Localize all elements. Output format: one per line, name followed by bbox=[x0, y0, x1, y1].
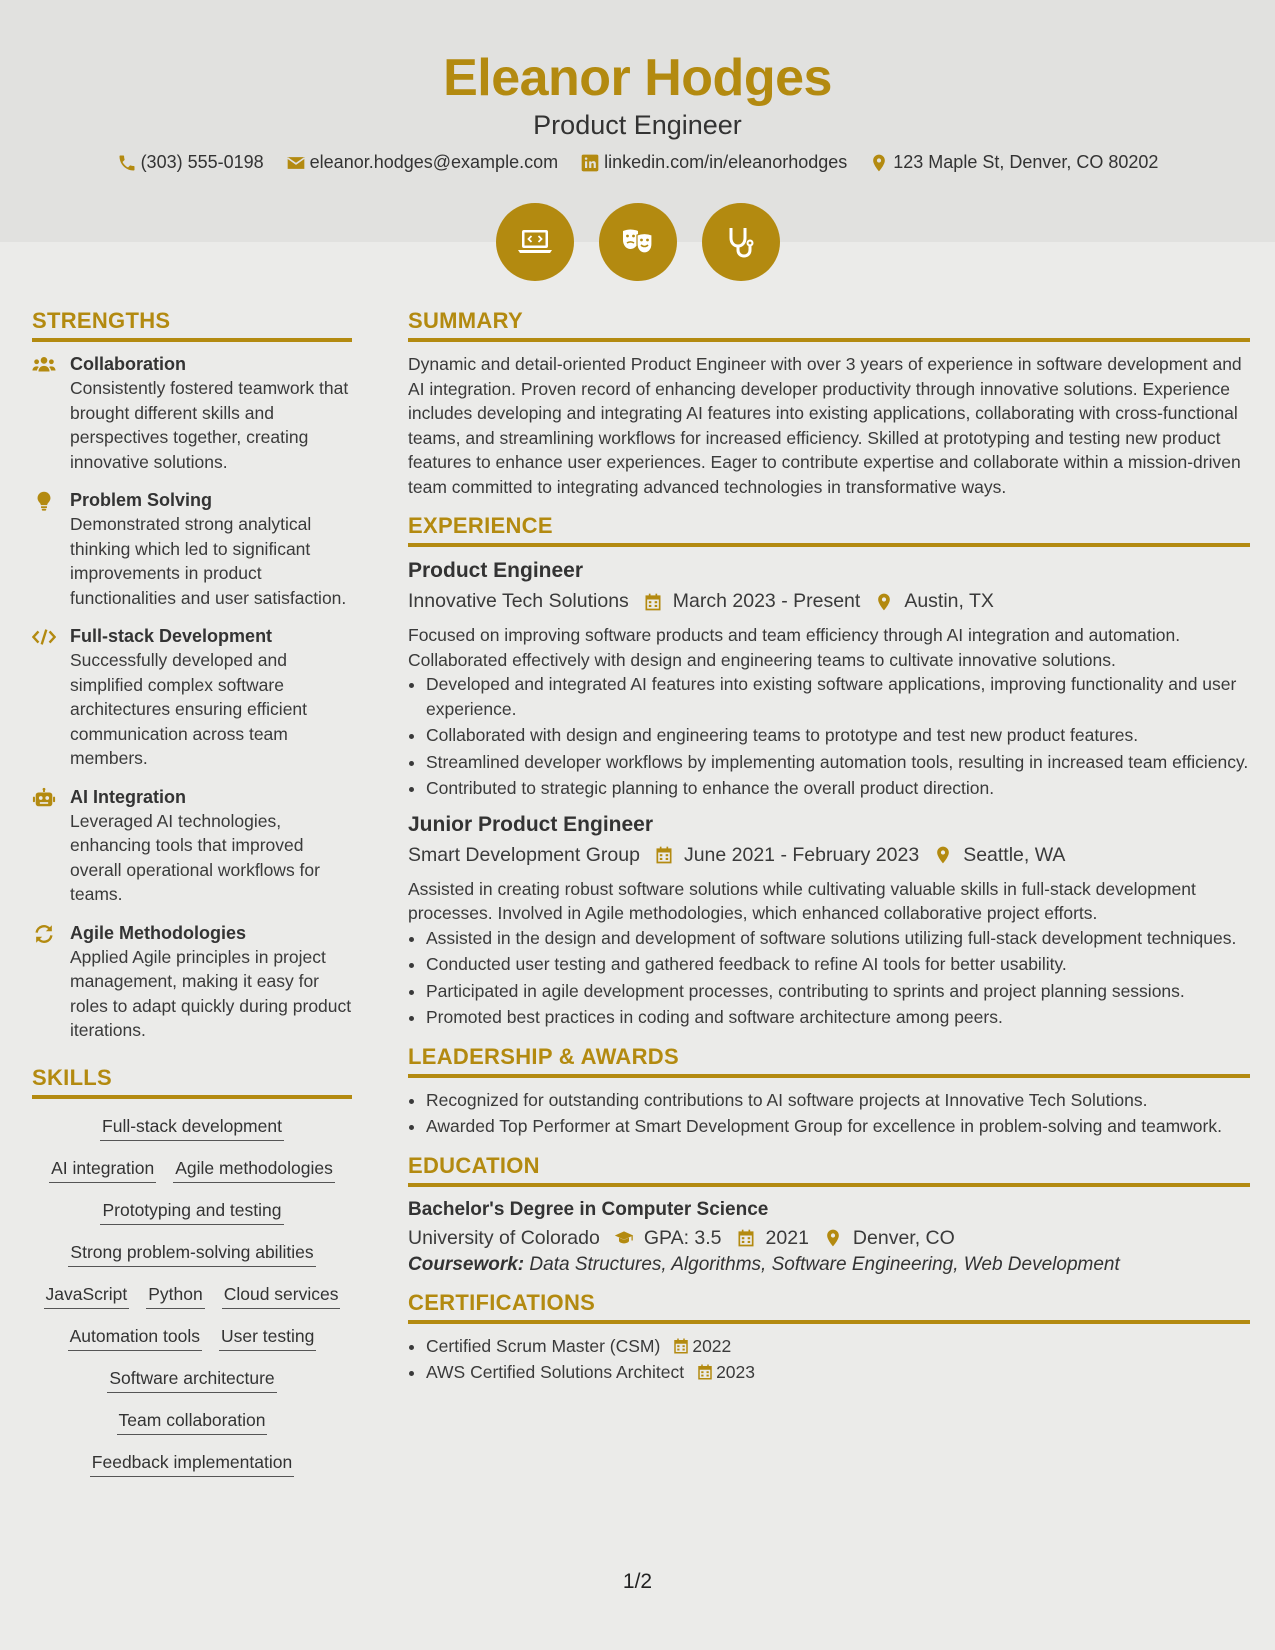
graduation-cap-icon bbox=[614, 1228, 634, 1248]
calendar-icon bbox=[736, 1228, 756, 1248]
leadership-title: LEADERSHIP & AWARDS bbox=[408, 1044, 1250, 1078]
calendar-icon bbox=[672, 1337, 690, 1355]
leadership-list bbox=[426, 1088, 1250, 1139]
contact-linkedin[interactable] bbox=[580, 152, 847, 173]
badge-laptop bbox=[496, 203, 574, 281]
users-icon bbox=[32, 354, 56, 376]
calendar-icon bbox=[643, 592, 663, 612]
cert-year: 2023 bbox=[716, 1362, 756, 1382]
coursework-label: Coursework: bbox=[408, 1253, 525, 1275]
degree-title: Bachelor's Degree in Computer Science bbox=[408, 1198, 769, 1220]
skill-tag: Software architecture bbox=[107, 1367, 276, 1393]
strength-item bbox=[32, 785, 352, 907]
strength-item bbox=[32, 624, 352, 771]
list-item: • Participated in agile development processes, contributing to sprints and project planning sessions. bbox=[426, 979, 1250, 1004]
address-text: 123 Maple St, Denver, CO 80202 bbox=[893, 152, 1159, 172]
summary-text: Dynamic and detail-oriented Product Engineer with over 3 years of experience in software development and AI integration. Proven record of enhancing developer productivity through innovative solutions. Experience includes developing and integrating AI features into existing applications, collaborating with cross-functional teams, and streamlining workflows for increased efficiency. Skilled at prototyping and testing new product features to enhance user experiences. Eager to contribute expertise and collaborate within a mission-driven team committed to integrating advanced technologies in transformative ways. bbox=[408, 354, 1242, 497]
cert-year: 2022 bbox=[692, 1335, 732, 1356]
strength-item bbox=[32, 488, 352, 610]
job-dates: March 2023 - Present bbox=[672, 590, 861, 612]
summary-section bbox=[408, 308, 1250, 499]
theater-masks-icon bbox=[618, 222, 658, 262]
job-meta bbox=[408, 844, 1250, 867]
leadership-section bbox=[408, 1044, 1250, 1139]
certifications-title: CERTIFICATIONS bbox=[408, 1290, 1250, 1324]
contact-bar bbox=[0, 152, 1275, 173]
strength-name: AI Integration bbox=[70, 786, 186, 807]
job-meta bbox=[408, 590, 1250, 613]
job-entry bbox=[408, 811, 1250, 1030]
interest-badges bbox=[0, 203, 1275, 281]
stethoscope-icon bbox=[721, 222, 761, 262]
skill-tag: Strong problem-solving abilities bbox=[68, 1241, 315, 1267]
cert-name: • Certified Scrum Master (CSM) bbox=[426, 1335, 661, 1356]
left-column bbox=[32, 308, 352, 1493]
linkedin-icon bbox=[580, 153, 600, 173]
gpa-text: GPA: 3.5 bbox=[643, 1226, 722, 1249]
skill-tag: Python bbox=[146, 1283, 204, 1309]
strength-item bbox=[32, 352, 352, 474]
skill-tag: Feedback implementation bbox=[90, 1451, 294, 1477]
strength-name: Full-stack Development bbox=[70, 626, 273, 646]
skill-tag: JavaScript bbox=[44, 1283, 130, 1309]
job-company: Smart Development Group bbox=[408, 843, 640, 866]
job-location: Austin, TX bbox=[904, 590, 994, 612]
list-item: • Developed and integrated AI features into existing software applications, improving functionality and user experience. bbox=[426, 672, 1250, 721]
job-summary: Focused on improving software products and team efficiency through AI integration and automation. Collaborated effectively with design and engineering teams to cultivate innovative solutions. bbox=[408, 625, 1181, 670]
list-item bbox=[426, 1360, 1250, 1385]
coursework-list: Data Structures, Algorithms, Software Engineering, Web Development bbox=[529, 1253, 1120, 1275]
list-item: • Conducted user testing and gathered feedback to refine AI tools for better usability. bbox=[426, 952, 1250, 977]
list-item: • Streamlined developer workflows by implementing automation tools, resulting in increased team efficiency. bbox=[426, 750, 1250, 775]
contact-phone bbox=[117, 152, 264, 173]
certifications-list bbox=[426, 1334, 1250, 1385]
job-title: Junior Product Engineer bbox=[408, 812, 654, 836]
job-dates: June 2021 - February 2023 bbox=[683, 843, 920, 866]
skill-tag: Automation tools bbox=[68, 1325, 202, 1351]
list-item: • Contributed to strategic planning to enhance the overall product direction. bbox=[426, 776, 1250, 801]
list-item: • Promoted best practices in coding and software architecture among peers. bbox=[426, 1005, 1250, 1030]
skills-title: SKILLS bbox=[32, 1065, 352, 1099]
strength-desc: Successfully developed and simplified complex software architectures ensuring efficient communication across team members. bbox=[70, 650, 308, 768]
coursework bbox=[408, 1254, 1250, 1276]
candidate-role: Product Engineer bbox=[533, 110, 742, 140]
skill-tag: Agile methodologies bbox=[173, 1157, 335, 1183]
contact-address bbox=[869, 152, 1158, 173]
email-link[interactable]: eleanor.hodges@example.com bbox=[309, 152, 559, 172]
phone-icon bbox=[117, 153, 137, 173]
graduation-year: 2021 bbox=[765, 1226, 809, 1249]
laptop-code-icon bbox=[515, 222, 555, 262]
strength-desc: Consistently fostered teamwork that brought different skills and perspectives together, creating innovative solutions. bbox=[70, 378, 349, 472]
education-meta bbox=[408, 1227, 1250, 1250]
skill-tag: Team collaboration bbox=[117, 1409, 268, 1435]
right-column bbox=[408, 308, 1250, 1399]
job-bullets bbox=[426, 672, 1250, 801]
school-location: Denver, CO bbox=[852, 1226, 955, 1249]
job-location: Seattle, WA bbox=[963, 843, 1066, 866]
strength-desc: Demonstrated strong analytical thinking which led to significant improvements in product functionalities and user satisfaction. bbox=[70, 514, 347, 608]
education-section bbox=[408, 1153, 1250, 1276]
cert-name: • AWS Certified Solutions Architect bbox=[426, 1362, 685, 1382]
job-bullets bbox=[426, 926, 1250, 1030]
certifications-section bbox=[408, 1290, 1250, 1385]
linkedin-link[interactable]: linkedin.com/in/eleanorhodges bbox=[604, 152, 848, 172]
calendar-icon bbox=[696, 1363, 714, 1381]
phone-text: (303) 555-0198 bbox=[140, 152, 264, 172]
lightbulb-icon bbox=[32, 490, 56, 512]
map-pin-icon bbox=[823, 1228, 843, 1248]
list-item: • Collaborated with design and engineering teams to prototype and test new product features. bbox=[426, 723, 1250, 748]
map-pin-icon bbox=[869, 153, 889, 173]
skill-tag: Full-stack development bbox=[100, 1115, 284, 1141]
page-number: 1/2 bbox=[622, 1570, 653, 1593]
skill-tag: User testing bbox=[219, 1325, 316, 1351]
education-title: EDUCATION bbox=[408, 1153, 1250, 1187]
map-pin-icon bbox=[933, 845, 953, 865]
strength-name: Collaboration bbox=[70, 354, 186, 374]
strength-desc: Leveraged AI technologies, enhancing tools that improved overall operational workflows for teams. bbox=[70, 810, 320, 904]
strength-name: Agile Methodologies bbox=[70, 922, 247, 943]
school-name: University of Colorado bbox=[408, 1226, 600, 1249]
strength-desc: Applied Agile principles in project management, making it easy for roles to adapt quickly during product iterations. bbox=[70, 946, 352, 1040]
list-item: • Assisted in the design and development of software solutions utilizing full-stack development techniques. bbox=[426, 926, 1250, 951]
resume-header bbox=[0, 0, 1275, 242]
list-item: • Recognized for outstanding contributions to AI software projects at Innovative Tech Solutions. bbox=[426, 1088, 1250, 1113]
list-item bbox=[426, 1334, 1250, 1359]
strengths-title: STRENGTHS bbox=[32, 308, 352, 342]
code-icon bbox=[32, 626, 56, 648]
job-title: Product Engineer bbox=[408, 559, 584, 582]
skill-tag: Cloud services bbox=[222, 1283, 341, 1309]
badge-masks bbox=[599, 203, 677, 281]
job-company: Innovative Tech Solutions bbox=[408, 590, 629, 612]
map-pin-icon bbox=[874, 592, 894, 612]
sync-icon bbox=[32, 923, 56, 945]
summary-title: SUMMARY bbox=[408, 308, 1250, 342]
strength-item bbox=[32, 921, 352, 1043]
list-item: • Awarded Top Performer at Smart Development Group for excellence in problem-solving and teamwork. bbox=[426, 1114, 1250, 1139]
envelope-icon bbox=[286, 153, 306, 173]
contact-email[interactable] bbox=[286, 152, 558, 173]
candidate-name: Eleanor Hodges bbox=[443, 49, 832, 107]
badge-stethoscope bbox=[702, 203, 780, 281]
job-entry bbox=[408, 557, 1250, 801]
job-summary: Assisted in creating robust software solutions while cultivating valuable skills in full-stack development processes. Involved in Agile methodologies, which enhanced collaborative project efforts. bbox=[408, 878, 1196, 923]
skill-tag: Prototyping and testing bbox=[100, 1199, 283, 1225]
experience-section bbox=[408, 513, 1250, 1030]
calendar-icon bbox=[654, 845, 674, 865]
robot-icon bbox=[32, 787, 56, 809]
skills-list bbox=[32, 1109, 352, 1477]
strength-name: Problem Solving bbox=[70, 490, 213, 510]
experience-title: EXPERIENCE bbox=[408, 513, 1250, 547]
skill-tag: AI integration bbox=[49, 1157, 156, 1183]
